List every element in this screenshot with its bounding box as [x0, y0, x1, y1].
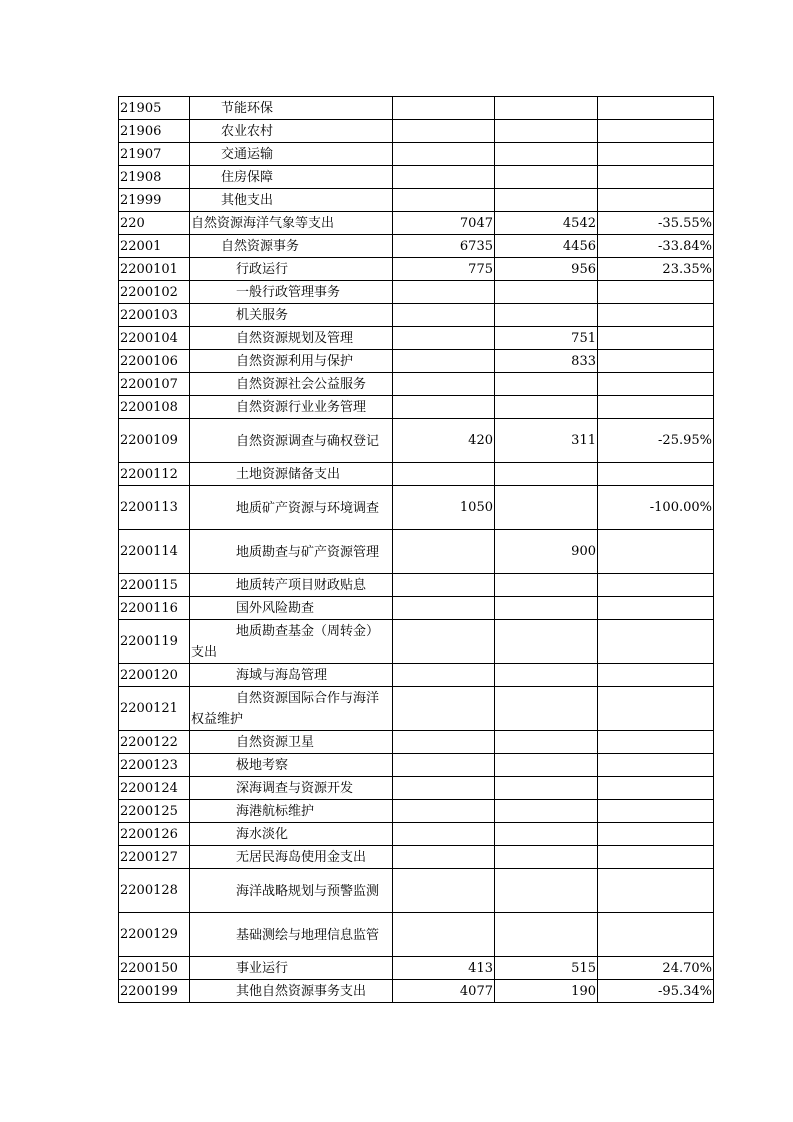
- prior-amount-cell: [393, 373, 495, 396]
- change-percent-cell: [598, 754, 714, 777]
- subject-name-label: 基础测绘与地理信息监管: [236, 927, 380, 943]
- table-row: [119, 486, 714, 530]
- current-amount-cell: [495, 597, 598, 620]
- prior-amount-cell: [393, 777, 495, 800]
- subject-name-label: 自然资源社会公益服务: [236, 376, 367, 392]
- change-percent-cell: -25.95%: [598, 419, 714, 463]
- prior-amount-cell: [393, 687, 495, 731]
- subject-code-cell: 2200121: [119, 687, 190, 731]
- table-row: [119, 731, 714, 754]
- table-row: [119, 396, 714, 419]
- current-amount-cell: 956: [495, 258, 598, 281]
- current-amount-cell: [495, 731, 598, 754]
- subject-name-label: 无居民海岛使用金支出: [236, 849, 367, 865]
- subject-name-label: 海港航标维护: [236, 803, 315, 819]
- subject-code-cell: 21905: [119, 97, 190, 120]
- subject-code-cell: 2200150: [119, 957, 190, 980]
- current-amount-cell: [495, 463, 598, 486]
- subject-code-cell: 2200109: [119, 419, 190, 463]
- subject-name-cell: [190, 754, 393, 777]
- subject-code-cell: 2200123: [119, 754, 190, 777]
- prior-amount-cell: 6735: [393, 235, 495, 258]
- current-amount-cell: [495, 373, 598, 396]
- table-row: [119, 869, 714, 913]
- prior-amount-cell: [393, 530, 495, 574]
- table-row: [119, 846, 714, 869]
- subject-code-cell: 2200107: [119, 373, 190, 396]
- subject-name-cell: [190, 97, 393, 120]
- subject-code-cell: 2200119: [119, 620, 190, 664]
- change-percent-cell: [598, 597, 714, 620]
- change-percent-cell: [598, 869, 714, 913]
- prior-amount-cell: 775: [393, 258, 495, 281]
- change-percent-cell: [598, 120, 714, 143]
- subject-name-cell: [190, 350, 393, 373]
- prior-amount-cell: [393, 281, 495, 304]
- prior-amount-cell: [393, 327, 495, 350]
- prior-amount-cell: [393, 396, 495, 419]
- subject-code-cell: 2200113: [119, 486, 190, 530]
- subject-code-cell: 2200126: [119, 823, 190, 846]
- subject-name-cell: [190, 687, 393, 731]
- subject-name-label: 农业农村: [221, 123, 274, 139]
- subject-code-cell: 220: [119, 212, 190, 235]
- subject-name-label: 海域与海岛管理: [236, 667, 328, 683]
- current-amount-cell: [495, 396, 598, 419]
- current-amount-cell: 833: [495, 350, 598, 373]
- table-row: [119, 143, 714, 166]
- prior-amount-cell: 4077: [393, 980, 495, 1003]
- change-percent-cell: [598, 913, 714, 957]
- subject-code-cell: 2200125: [119, 800, 190, 823]
- subject-name-label: 其他自然资源事务支出: [236, 983, 367, 999]
- subject-name-label: 深海调查与资源开发: [236, 780, 354, 796]
- current-amount-cell: [495, 664, 598, 687]
- table-row: [119, 120, 714, 143]
- subject-name-cell: [190, 235, 393, 258]
- current-amount-cell: [495, 97, 598, 120]
- subject-name-cell: [190, 419, 393, 463]
- current-amount-cell: 4542: [495, 212, 598, 235]
- subject-name-cell: [190, 980, 393, 1003]
- prior-amount-cell: [393, 664, 495, 687]
- subject-name-label: 土地资源储备支出: [236, 466, 341, 482]
- subject-name-cell: [190, 304, 393, 327]
- table-row: [119, 212, 714, 235]
- table-row: [119, 687, 714, 731]
- subject-code-cell: 2200122: [119, 731, 190, 754]
- subject-code-cell: 21999: [119, 189, 190, 212]
- table-row: [119, 463, 714, 486]
- table-row: [119, 304, 714, 327]
- subject-name-label: 自然资源卫星: [236, 734, 315, 750]
- expenditure-table: [118, 96, 714, 1003]
- change-percent-cell: [598, 327, 714, 350]
- table-row: [119, 419, 714, 463]
- subject-code-cell: 2200128: [119, 869, 190, 913]
- subject-code-cell: 2200104: [119, 327, 190, 350]
- change-percent-cell: [598, 777, 714, 800]
- current-amount-cell: [495, 189, 598, 212]
- table-row: [119, 913, 714, 957]
- subject-name-cell: [190, 281, 393, 304]
- table-row: [119, 373, 714, 396]
- table-row: [119, 97, 714, 120]
- table-row: [119, 597, 714, 620]
- prior-amount-cell: [393, 754, 495, 777]
- prior-amount-cell: [393, 731, 495, 754]
- current-amount-cell: [495, 754, 598, 777]
- subject-code-cell: 2200129: [119, 913, 190, 957]
- subject-name-label: 自然资源国际合作与海洋权益维护: [191, 691, 380, 727]
- change-percent-cell: [598, 664, 714, 687]
- prior-amount-cell: [393, 166, 495, 189]
- subject-code-cell: 22001: [119, 235, 190, 258]
- subject-name-cell: [190, 373, 393, 396]
- change-percent-cell: 23.35%: [598, 258, 714, 281]
- subject-name-label: 一般行政管理事务: [236, 284, 341, 300]
- prior-amount-cell: [393, 97, 495, 120]
- subject-name-label: 国外风险勘查: [236, 600, 315, 616]
- change-percent-cell: -35.55%: [598, 212, 714, 235]
- current-amount-cell: [495, 913, 598, 957]
- table-body: [119, 97, 714, 1003]
- current-amount-cell: [495, 486, 598, 530]
- subject-name-cell: [190, 463, 393, 486]
- subject-code-cell: 2200112: [119, 463, 190, 486]
- current-amount-cell: [495, 120, 598, 143]
- subject-code-cell: 2200199: [119, 980, 190, 1003]
- prior-amount-cell: [393, 869, 495, 913]
- prior-amount-cell: [393, 913, 495, 957]
- change-percent-cell: [598, 189, 714, 212]
- subject-code-cell: 2200102: [119, 281, 190, 304]
- change-percent-cell: [598, 687, 714, 731]
- change-percent-cell: [598, 800, 714, 823]
- current-amount-cell: [495, 620, 598, 664]
- current-amount-cell: [495, 304, 598, 327]
- change-percent-cell: [598, 166, 714, 189]
- table-row: [119, 530, 714, 574]
- prior-amount-cell: [393, 350, 495, 373]
- subject-code-cell: 21906: [119, 120, 190, 143]
- change-percent-cell: [598, 530, 714, 574]
- change-percent-cell: [598, 281, 714, 304]
- table-row: [119, 664, 714, 687]
- subject-name-label: 交通运输: [221, 146, 274, 162]
- current-amount-cell: 311: [495, 419, 598, 463]
- subject-name-label: 事业运行: [236, 960, 289, 976]
- prior-amount-cell: [393, 800, 495, 823]
- subject-name-cell: [190, 258, 393, 281]
- subject-name-label: 自然资源规划及管理: [236, 330, 354, 346]
- subject-name-label: 自然资源事务: [221, 238, 300, 254]
- subject-name-label: 自然资源行业业务管理: [236, 399, 367, 415]
- subject-code-cell: 2200116: [119, 597, 190, 620]
- prior-amount-cell: [393, 143, 495, 166]
- subject-code-cell: 2200120: [119, 664, 190, 687]
- current-amount-cell: [495, 800, 598, 823]
- subject-name-cell: [190, 396, 393, 419]
- current-amount-cell: [495, 166, 598, 189]
- subject-name-label: 机关服务: [236, 307, 289, 323]
- current-amount-cell: [495, 869, 598, 913]
- subject-name-label: 地质转产项目财政贴息: [236, 577, 367, 593]
- table-row: [119, 800, 714, 823]
- subject-name-label: 自然资源利用与保护: [236, 353, 354, 369]
- current-amount-cell: [495, 574, 598, 597]
- subject-name-cell: [190, 166, 393, 189]
- subject-name-label: 行政运行: [236, 261, 289, 277]
- subject-code-cell: 2200124: [119, 777, 190, 800]
- table-row: [119, 281, 714, 304]
- change-percent-cell: [598, 304, 714, 327]
- current-amount-cell: [495, 687, 598, 731]
- current-amount-cell: 190: [495, 980, 598, 1003]
- subject-name-cell: [190, 913, 393, 957]
- change-percent-cell: -33.84%: [598, 235, 714, 258]
- change-percent-cell: [598, 620, 714, 664]
- subject-name-cell: [190, 143, 393, 166]
- prior-amount-cell: [393, 846, 495, 869]
- subject-name-cell: [190, 486, 393, 530]
- prior-amount-cell: 413: [393, 957, 495, 980]
- subject-name-label: 海洋战略规划与预警监测: [236, 883, 380, 899]
- subject-code-cell: 2200108: [119, 396, 190, 419]
- table-row: [119, 258, 714, 281]
- subject-name-label: 自然资源调查与确权登记: [236, 433, 380, 449]
- current-amount-cell: 900: [495, 530, 598, 574]
- subject-code-cell: 21908: [119, 166, 190, 189]
- table-row: [119, 980, 714, 1003]
- prior-amount-cell: [393, 120, 495, 143]
- subject-name-cell: [190, 800, 393, 823]
- prior-amount-cell: [393, 597, 495, 620]
- subject-name-cell: [190, 664, 393, 687]
- subject-name-label: 自然资源海洋气象等支出: [191, 215, 335, 231]
- current-amount-cell: 751: [495, 327, 598, 350]
- change-percent-cell: -95.34%: [598, 980, 714, 1003]
- current-amount-cell: [495, 281, 598, 304]
- subject-name-label: 其他支出: [221, 192, 274, 208]
- subject-name-label: 地质勘查与矿产资源管理: [236, 544, 380, 560]
- subject-name-cell: [190, 777, 393, 800]
- subject-code-cell: 2200101: [119, 258, 190, 281]
- subject-name-label: 住房保障: [221, 169, 274, 185]
- table-row: [119, 754, 714, 777]
- change-percent-cell: [598, 731, 714, 754]
- prior-amount-cell: [393, 574, 495, 597]
- prior-amount-cell: [393, 620, 495, 664]
- current-amount-cell: [495, 823, 598, 846]
- current-amount-cell: [495, 777, 598, 800]
- change-percent-cell: [598, 396, 714, 419]
- subject-code-cell: 2200115: [119, 574, 190, 597]
- current-amount-cell: [495, 143, 598, 166]
- subject-code-cell: 2200127: [119, 846, 190, 869]
- prior-amount-cell: [393, 463, 495, 486]
- table-row: [119, 574, 714, 597]
- subject-name-cell: [190, 957, 393, 980]
- subject-name-label: 极地考察: [236, 757, 289, 773]
- subject-code-cell: 2200106: [119, 350, 190, 373]
- subject-name-cell: [190, 620, 393, 664]
- change-percent-cell: [598, 97, 714, 120]
- change-percent-cell: 24.70%: [598, 957, 714, 980]
- current-amount-cell: [495, 846, 598, 869]
- subject-code-cell: 2200114: [119, 530, 190, 574]
- change-percent-cell: [598, 574, 714, 597]
- subject-name-cell: [190, 189, 393, 212]
- change-percent-cell: [598, 846, 714, 869]
- subject-name-cell: [190, 597, 393, 620]
- subject-name-label: 地质勘查基金（周转金）支出: [191, 624, 380, 660]
- change-percent-cell: [598, 143, 714, 166]
- current-amount-cell: 4456: [495, 235, 598, 258]
- change-percent-cell: [598, 463, 714, 486]
- subject-name-label: 节能环保: [221, 100, 274, 116]
- prior-amount-cell: 1050: [393, 486, 495, 530]
- subject-code-cell: 21907: [119, 143, 190, 166]
- table-row: [119, 823, 714, 846]
- subject-name-cell: [190, 327, 393, 350]
- subject-name-label: 地质矿产资源与环境调查: [236, 500, 380, 516]
- table-row: [119, 166, 714, 189]
- subject-name-cell: [190, 846, 393, 869]
- current-amount-cell: 515: [495, 957, 598, 980]
- change-percent-cell: [598, 823, 714, 846]
- table-row: [119, 327, 714, 350]
- subject-name-cell: [190, 823, 393, 846]
- subject-code-cell: 2200103: [119, 304, 190, 327]
- table-row: [119, 350, 714, 373]
- change-percent-cell: [598, 373, 714, 396]
- table-row: [119, 620, 714, 664]
- subject-name-cell: [190, 731, 393, 754]
- change-percent-cell: [598, 350, 714, 373]
- table-row: [119, 777, 714, 800]
- table-row: [119, 957, 714, 980]
- prior-amount-cell: [393, 304, 495, 327]
- subject-name-cell: [190, 869, 393, 913]
- subject-name-cell: [190, 120, 393, 143]
- prior-amount-cell: [393, 823, 495, 846]
- table-row: [119, 189, 714, 212]
- subject-name-cell: [190, 574, 393, 597]
- subject-name-cell: [190, 530, 393, 574]
- table-row: [119, 235, 714, 258]
- subject-name-cell: [190, 212, 393, 235]
- change-percent-cell: -100.00%: [598, 486, 714, 530]
- subject-name-label: 海水淡化: [236, 826, 289, 842]
- prior-amount-cell: [393, 189, 495, 212]
- prior-amount-cell: 420: [393, 419, 495, 463]
- prior-amount-cell: 7047: [393, 212, 495, 235]
